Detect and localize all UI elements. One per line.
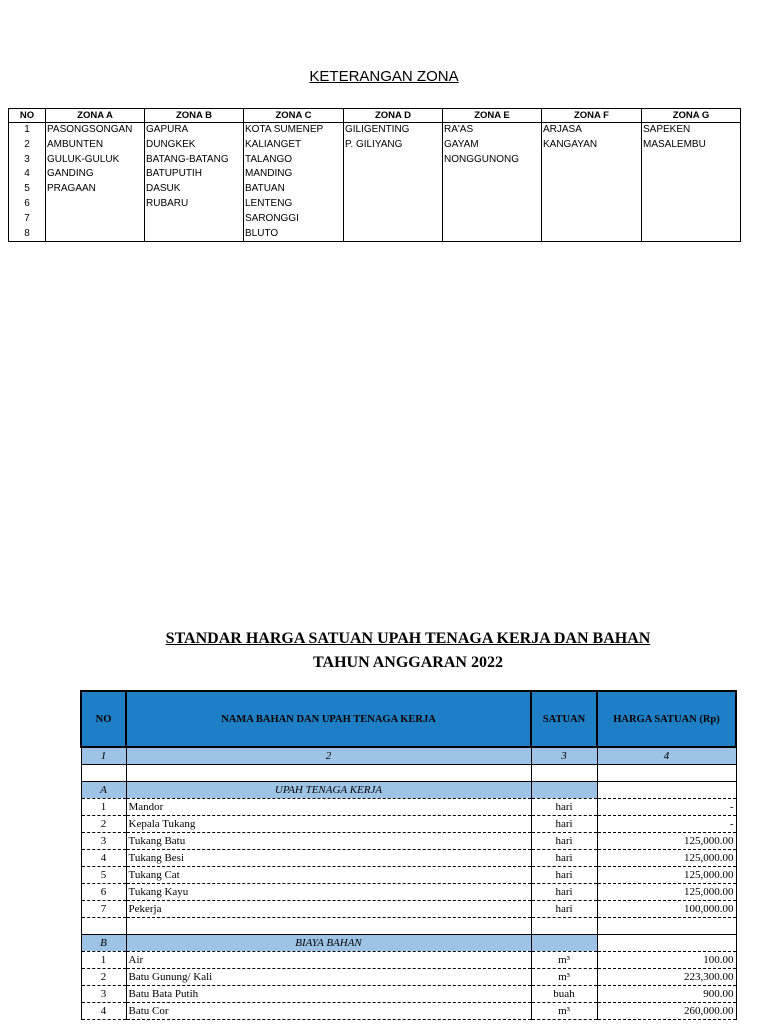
empty-cell [126,918,531,935]
zona-cell [542,227,642,242]
zona-cell: MANDING [244,167,344,182]
zona-header-row [9,109,741,123]
zona-row-number: 1 [9,123,46,138]
item-name: Batu Bata Putih [126,986,531,1003]
zona-row [9,153,741,168]
zona-cell [642,197,741,212]
zona-cell: TALANGO [244,153,344,168]
zona-cell [642,212,741,227]
empty-cell [81,765,126,782]
item-name: Air [126,952,531,969]
zona-cell [46,227,145,242]
item-price: 100,000.00 [597,901,736,918]
zona-row-number: 7 [9,212,46,227]
item-unit: hari [531,867,597,884]
item-price: 900.00 [597,986,736,1003]
zona-cell: BATUPUTIH [145,167,244,182]
item-number: 4 [81,850,126,867]
item-unit: buah [531,986,597,1003]
item-price: 100.00 [597,952,736,969]
zona-cell [642,167,741,182]
zona-cell: KANGAYAN [542,138,642,153]
empty-cell [531,935,597,952]
item-name: Tukang Kayu [126,884,531,901]
zona-cell [642,182,741,197]
zona-cell: DUNGKEK [145,138,244,153]
zona-cell [344,182,443,197]
empty-cell [597,935,736,952]
empty-cell [531,918,597,935]
section-row [81,782,736,799]
zona-row-number: 3 [9,153,46,168]
zona-cell: PRAGAAN [46,182,145,197]
index-cell: 3 [531,747,597,765]
item-row [81,850,736,867]
item-row [81,952,736,969]
zona-cell [642,153,741,168]
item-name: Tukang Batu [126,833,531,850]
item-price: 223,300.00 [597,969,736,986]
item-name: Kepala Tukang [126,816,531,833]
harga-header-harga: HARGA SATUAN (Rp) [597,691,736,747]
item-price: 125,000.00 [597,833,736,850]
zona-row-number: 5 [9,182,46,197]
item-name: Batu Gunung/ Kali [126,969,531,986]
zona-header-d: ZONA D [344,109,443,123]
empty-cell [597,918,736,935]
item-number: 5 [81,867,126,884]
item-number: 3 [81,833,126,850]
zona-cell [46,197,145,212]
item-price: 125,000.00 [597,884,736,901]
spacer-row [81,765,736,782]
empty-cell [531,782,597,799]
item-unit: hari [531,884,597,901]
item-price: - [597,816,736,833]
zona-cell [542,182,642,197]
item-number: 3 [81,986,126,1003]
zona-cell: BATUAN [244,182,344,197]
zona-cell: SAPEKEN [642,123,741,138]
zona-cell: RA'AS [443,123,542,138]
item-price: 260,000.00 [597,1003,736,1020]
empty-cell [81,918,126,935]
zona-cell [642,227,741,242]
zona-cell [344,197,443,212]
zona-header-e: ZONA E [443,109,542,123]
zona-cell: BATANG-BATANG [145,153,244,168]
zona-cell: GAPURA [145,123,244,138]
item-number: 2 [81,816,126,833]
zona-cell [46,212,145,227]
zona-cell [443,212,542,227]
item-row [81,816,736,833]
section-code: A [81,782,126,799]
zona-cell: GILIGENTING [344,123,443,138]
zona-row-number: 4 [9,167,46,182]
item-row [81,884,736,901]
item-unit: hari [531,816,597,833]
item-row [81,986,736,1003]
index-cell: 4 [597,747,736,765]
section-row [81,935,736,952]
zona-cell: BLUTO [244,227,344,242]
item-row [81,901,736,918]
item-name: Pekerja [126,901,531,918]
zona-cell: DASUK [145,182,244,197]
item-row [81,969,736,986]
zona-cell [542,212,642,227]
zona-cell [443,197,542,212]
zona-cell [542,197,642,212]
item-unit: m³ [531,969,597,986]
zona-cell [344,227,443,242]
empty-cell [597,782,736,799]
harga-header-no: NO [81,691,126,747]
item-row [81,799,736,816]
zona-header-f: ZONA F [542,109,642,123]
harga-header-row [81,691,736,747]
item-unit: m³ [531,952,597,969]
zona-cell [443,182,542,197]
zona-cell [542,167,642,182]
zona-header-no: NO [9,109,46,123]
zona-cell: GULUK-GULUK [46,153,145,168]
zona-row [9,123,741,138]
standar-subtitle: TAHUN ANGGARAN 2022 [313,654,503,671]
harga-header-satuan: SATUAN [531,691,597,747]
zona-cell: MASALEMBU [642,138,741,153]
section-code: B [81,935,126,952]
item-number: 4 [81,1003,126,1020]
zona-cell: NONGGUNONG [443,153,542,168]
zona-table [8,108,741,242]
zona-cell [443,227,542,242]
zona-cell [344,212,443,227]
harga-index-row [81,747,736,765]
zona-cell: PASONGSONGAN [46,123,145,138]
zona-cell [145,212,244,227]
zona-row [9,212,741,227]
zona-cell: KOTA SUMENEP [244,123,344,138]
item-name: Batu Cor [126,1003,531,1020]
zona-cell: ARJASA [542,123,642,138]
section-label: BIAYA BAHAN [126,935,531,952]
zona-cell: KALIANGET [244,138,344,153]
zona-header-c: ZONA C [244,109,344,123]
zona-header-g: ZONA G [642,109,741,123]
zona-header-a: ZONA A [46,109,145,123]
zona-cell: AMBUNTEN [46,138,145,153]
zona-cell [443,167,542,182]
zona-header-b: ZONA B [145,109,244,123]
item-number: 2 [81,969,126,986]
item-unit: hari [531,799,597,816]
zona-row [9,197,741,212]
zona-cell [542,153,642,168]
section-label: UPAH TENAGA KERJA [126,782,531,799]
zona-row [9,167,741,182]
zona-cell [145,227,244,242]
item-number: 1 [81,799,126,816]
zona-row-number: 6 [9,197,46,212]
zona-row [9,227,741,242]
item-unit: hari [531,833,597,850]
zona-cell: GAYAM [443,138,542,153]
item-name: Tukang Cat [126,867,531,884]
harga-header-nama: NAMA BAHAN DAN UPAH TENAGA KERJA [126,691,531,747]
standar-title: STANDAR HARGA SATUAN UPAH TENAGA KERJA DAN BAHAN [165,630,651,647]
item-number: 7 [81,901,126,918]
zona-cell: LENTENG [244,197,344,212]
item-unit: m³ [531,1003,597,1020]
item-number: 6 [81,884,126,901]
zona-row-number: 2 [9,138,46,153]
zona-cell: P. GILIYANG [344,138,443,153]
empty-cell [597,765,736,782]
spacer-row [81,918,736,935]
zona-cell [344,167,443,182]
zona-cell: GANDING [46,167,145,182]
zona-title: KETERANGAN ZONA [309,68,459,85]
item-price: 125,000.00 [597,850,736,867]
zona-cell: SARONGGI [244,212,344,227]
empty-cell [126,765,531,782]
harga-table [80,690,737,1020]
zona-cell [344,153,443,168]
item-unit: hari [531,850,597,867]
item-row [81,1003,736,1020]
zona-row-number: 8 [9,227,46,242]
index-cell: 1 [81,747,126,765]
zona-cell: RUBARU [145,197,244,212]
item-row [81,833,736,850]
item-number: 1 [81,952,126,969]
item-price: 125,000.00 [597,867,736,884]
item-name: Mandor [126,799,531,816]
item-price: - [597,799,736,816]
item-name: Tukang Besi [126,850,531,867]
item-unit: hari [531,901,597,918]
empty-cell [531,765,597,782]
index-cell: 2 [126,747,531,765]
zona-row [9,138,741,153]
zona-row [9,182,741,197]
item-row [81,867,736,884]
